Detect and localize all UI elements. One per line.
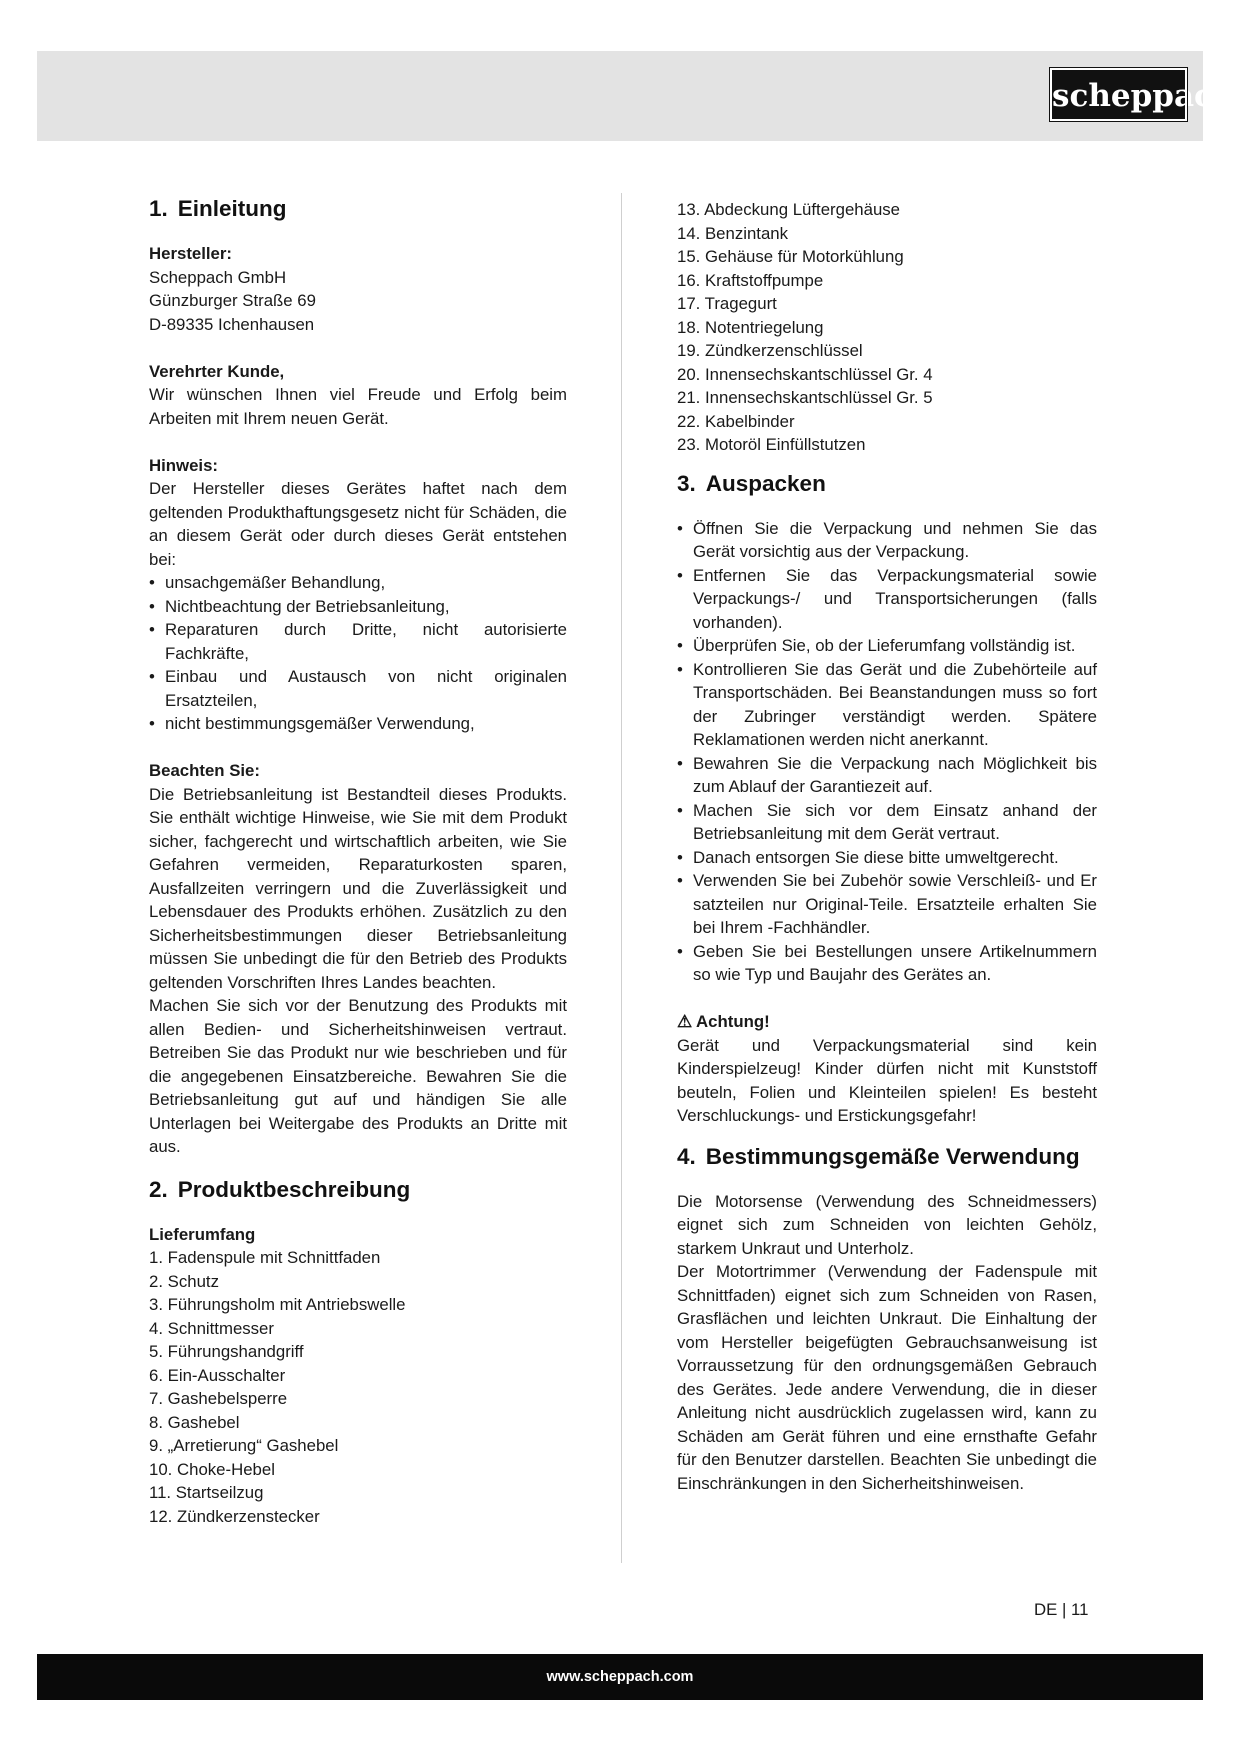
observe-label: Beachten Sie: (149, 761, 260, 780)
list-item: • unsachgemäßer Behandlung, (149, 571, 567, 595)
list-item: 8. Gashebel (149, 1412, 240, 1432)
list-item: 14. Benzintank (677, 223, 789, 243)
list-item: 13. Abdeckung Lüftergehäuse (677, 200, 900, 219)
note-bullet-list (149, 571, 567, 736)
column-divider (621, 193, 622, 1563)
list-item: • Danach entsorgen Sie diese bitte umweltgerecht. (677, 846, 1097, 870)
list-item: • Reparaturen durch Dritte, nicht autorisierte Fachkräfte, (149, 618, 567, 665)
intended-use-text: Die Motorsense (Verwendung des Schneidmessers) eignet sich zum Schneiden von leichten Gehölz, starkem Unkraut und Unterholz. (677, 1191, 1097, 1258)
list-item: 2. Schutz (149, 1271, 219, 1291)
section-1-number: 1. (149, 196, 168, 221)
left-column (149, 194, 567, 1528)
scope-label: Lieferumfang (149, 1224, 256, 1244)
section-1-title: Einleitung (177, 196, 287, 221)
unpack-bullet-list (677, 517, 1097, 987)
manufacturer-line: Günzburger Straße 69 (149, 291, 316, 310)
warning-label: Achtung! (696, 1012, 770, 1031)
intended-use-text: Der Motortrimmer (Verwendung der Fadenspule mit Schnittfaden) eignet sich zum Schneiden von Rasen, Grasflächen und leichten Unkraut. Die Einhaltung der vom Hersteller beigefügten Gebrauchsanweisung ist Vorraussetzung für den ordnungsgemäßen Gebrauch des Gerätes. Jede andere Verwendung, die in dieser Anleitung nicht ausdrücklich zugelassen wird, kann zu Schäden am Gerät führen und eine ernsthafte Gefahr für den Benutzer darstellen. Beachten Sie unbedingt die Einschränkungen in den Sicherheitshinweisen. (677, 1262, 1097, 1493)
website-link[interactable]: www.scheppach.com (546, 1669, 694, 1685)
section-4-title: Bestimmungsgemäße Verwendung (705, 1143, 1080, 1169)
customer-label: Verehrter Kunde, (149, 361, 285, 381)
list-item: • Nichtbeachtung der Betriebsanleitung, (149, 595, 567, 619)
list-item: 12. Zündkerzenstecker (149, 1506, 320, 1526)
list-item: 18. Notentriegelung (677, 317, 824, 337)
list-item: • Verwenden Sie bei Zubehör sowie Verschleiß- und Er satzteilen nur Original-Teile. Ersatzteile erhalten Sie bei Ihrem -Fachhändler. (677, 869, 1097, 940)
list-item: 22. Kabelbinder (677, 411, 795, 431)
manufacturer-label: Hersteller: (149, 244, 233, 263)
list-item: • Einbau und Austausch von nicht originalen Ersatzteilen, (149, 665, 567, 712)
list-item: • Machen Sie sich vor dem Einsatz anhand der Betriebsanleitung mit dem Gerät vertraut. (677, 799, 1097, 846)
note-label: Hinweis: (149, 455, 219, 475)
section-4-number: 4. (677, 1143, 696, 1169)
customer-text: Wir wünschen Ihnen viel Freude und Erfolg beim Arbeiten mit Ihrem neuen Gerät. (149, 385, 567, 428)
note-text: Der Hersteller dieses Gerätes haftet nach dem geltenden Produkthaftungsgesetz nicht für Schäden, die an diesem Gerät oder durch dieses Gerät entstehen bei: (149, 479, 567, 569)
list-item: • Geben Sie bei Bestellungen unsere Artikelnummern so wie Typ und Baujahr des Gerätes an. (677, 940, 1097, 987)
list-item: • Kontrollieren Sie das Gerät und die Zubehörteile auf Transportschäden. Bei Beanstandungen muss so fort der Zubringer verständigt werden. Spätere Reklamationen werden nicht anerkannt. (677, 658, 1097, 752)
list-item: • Entfernen Sie das Verpackungsmaterial sowie Verpackungs-/ und Transportsicherungen (falls vorhanden). (677, 564, 1097, 635)
header-band (37, 51, 1236, 141)
observe-text: Machen Sie sich vor der Benutzung des Produkts mit allen Bedien- und Sicherheitshinweisen vertraut. Betreiben Sie das Produkt nur wie beschrieben und für die angegebenen Einsatzbereiche. Bewahren Sie die Betriebsanleitung gut auf und händigen Sie alle Unterlagen bei Weitergabe des Produkts an Dritte mit aus. (149, 996, 567, 1156)
list-item: 21. Innensechskantschlüssel Gr. 5 (677, 388, 933, 407)
warning-triangle-icon: ⚠ (677, 1012, 693, 1031)
section-2-number: 2. (149, 1176, 168, 1202)
section-3-number: 3. (677, 470, 696, 496)
list-item: • Öffnen Sie die Verpackung und nehmen Sie das Gerät vorsichtig aus der Verpackung. (677, 517, 1097, 564)
scheppach-logo: scheppach (1050, 68, 1187, 121)
manufacturer-line: D-89335 Ichenhausen (149, 314, 315, 334)
list-item: 15. Gehäuse für Motorkühlung (677, 247, 904, 266)
list-item: 19. Zündkerzenschlüssel (677, 341, 863, 360)
observe-text: Die Betriebsanleitung ist Bestandteil dieses Produkts. Sie enthält wichtige Hinweise, wie Sie mit dem Produkt sicher, fachgerecht und wirtschaftlich arbeiten, wie Sie Gefahren vermeiden, Reparaturkosten sparen, Ausfallzeiten verringern und die Zuverlässigkeit und Lebensdauer des Produkts erhöhen. Zusätzlich zu den Sicherheitsbestimmungen dieser Betriebsanleitung müssen Sie unbedingt die für den Betrieb des Produkts geltenden Vorschriften Ihres Landes beachten. (149, 784, 567, 992)
list-item: 16. Kraftstoffpumpe (677, 270, 824, 290)
list-item: • Bewahren Sie die Verpackung nach Möglichkeit bis zum Ablauf der Garantiezeit auf. (677, 752, 1097, 799)
list-item: 4. Schnittmesser (149, 1318, 274, 1338)
section-3-heading (677, 469, 1097, 499)
list-item: 9. „Arretierung“ Gashebel (149, 1436, 339, 1455)
list-item: 17. Tragegurt (677, 294, 777, 313)
warning-heading (677, 1010, 1097, 1034)
list-item: 20. Innensechskantschlüssel Gr. 4 (677, 364, 933, 384)
list-item: 5. Führungshandgriff (149, 1342, 304, 1361)
list-item: 10. Choke-Hebel (149, 1459, 275, 1479)
footer-band (37, 1654, 1203, 1700)
section-1-heading (149, 194, 567, 224)
section-2-title: Produktbeschreibung (177, 1176, 411, 1202)
right-column (677, 198, 1097, 1495)
list-item: 3. Führungsholm mit Antriebswelle (149, 1295, 406, 1314)
list-item: • Überprüfen Sie, ob der Lieferumfang vollständig ist. (677, 634, 1097, 658)
list-item: 7. Gashebelsperre (149, 1389, 288, 1408)
manufacturer-line: Scheppach GmbH (149, 267, 287, 287)
section-2-heading (149, 1175, 567, 1205)
section-3-title: Auspacken (705, 470, 826, 496)
list-item: 11. Startseilzug (149, 1483, 264, 1502)
scope-list (149, 1246, 567, 1528)
warning-text: Gerät und Verpackungsmaterial sind kein Kinderspielzeug! Kinder dürfen nicht mit Kunststoff beuteln, Folien und Kleinteilen spielen! Es besteht Verschluckungs- und Erstickungsgefahr! (677, 1035, 1097, 1125)
page-number: DE | 11 (1034, 1600, 1089, 1619)
list-item: • nicht bestimmungsgemäßer Verwendung, (149, 712, 567, 736)
section-4-heading (677, 1142, 1097, 1172)
list-item: 23. Motoröl Einfüllstutzen (677, 435, 866, 454)
list-item: 6. Ein-Ausschalter (149, 1365, 286, 1385)
list-item: 1. Fadenspule mit Schnittfaden (149, 1248, 381, 1267)
scope-list-continued (677, 198, 1097, 457)
